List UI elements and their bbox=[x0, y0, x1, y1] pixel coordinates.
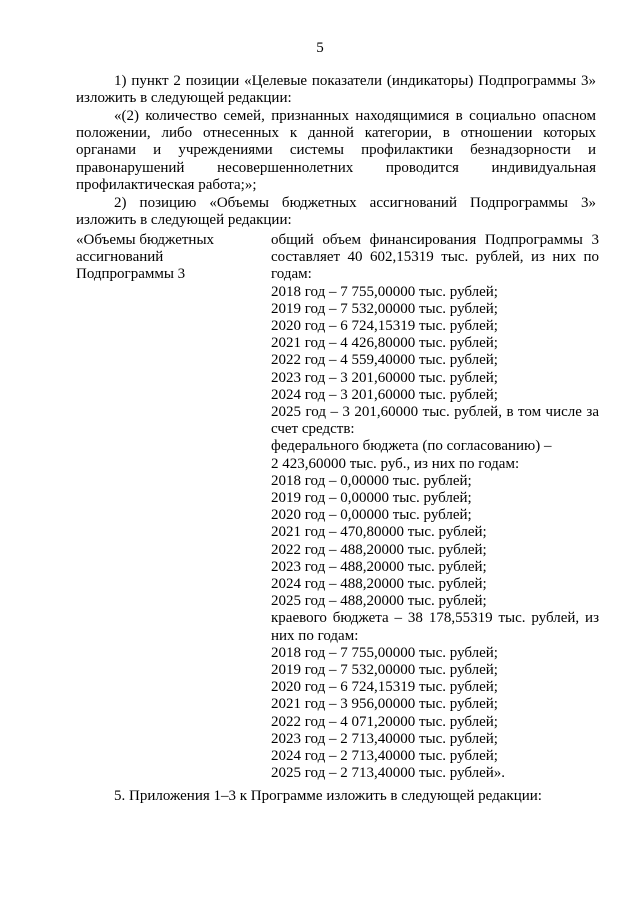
budget-line: общий объем финансирования Подпрограммы 3 bbox=[271, 232, 599, 248]
paragraph-2 bbox=[76, 108, 596, 194]
budget-line: федерального бюджета (по согласованию) – bbox=[271, 438, 552, 455]
budget-line: 2024 год – 488,20000 тыс. рублей; bbox=[271, 576, 487, 593]
text-line: изложить в следующей редакции: bbox=[76, 90, 292, 107]
budget-line: 2023 год – 488,20000 тыс. рублей; bbox=[271, 558, 487, 575]
budget-line: 2022 год – 4 559,40000 тыс. рублей; bbox=[271, 352, 498, 369]
budget-line: 2021 год – 470,80000 тыс. рублей; bbox=[271, 524, 487, 541]
budget-line: 2025 год – 488,20000 тыс. рублей; bbox=[271, 593, 487, 610]
budget-line: 2024 год – 2 713,40000 тыс. рублей; bbox=[271, 748, 498, 765]
page-number: 5 bbox=[316, 40, 324, 56]
budget-line: 2020 год – 6 724,15319 тыс. рублей; bbox=[271, 679, 498, 696]
budget-line: 2024 год – 3 201,60000 тыс. рублей; bbox=[271, 386, 498, 403]
budget-line: 2025 год – 2 713,40000 тыс. рублей». bbox=[271, 765, 506, 782]
budget-line: краевого бюджета – 38 178,55319 тыс. рублей, из bbox=[271, 610, 599, 627]
budget-line: 2 423,60000 тыс. руб., из них по годам: bbox=[271, 455, 520, 472]
budget-line: 2018 год – 7 755,00000 тыс. рублей; bbox=[271, 283, 498, 300]
closing-paragraph: 5. Приложения 1–3 к Программе изложить в следующей редакции: bbox=[114, 788, 542, 804]
text-line: правонарушений несовершеннолетних проводится индивидуальная bbox=[76, 159, 596, 176]
budget-line: 2018 год – 0,00000 тыс. рублей; bbox=[271, 472, 472, 489]
budget-line: 2018 год – 7 755,00000 тыс. рублей; bbox=[271, 644, 498, 661]
text-line: положении, либо отнесенных к данной категории, в отношении которых bbox=[76, 125, 596, 142]
label-line: Подпрограммы 3 bbox=[76, 266, 186, 283]
budget-line: 2021 год – 4 426,80000 тыс. рублей; bbox=[271, 335, 498, 352]
text-line: 1) пункт 2 позиции «Целевые показатели (индикаторы) Подпрограммы 3» bbox=[114, 73, 596, 89]
budget-values-column bbox=[271, 232, 599, 783]
budget-line: 2021 год – 3 956,00000 тыс. рублей; bbox=[271, 696, 498, 713]
label-line: ассигнований bbox=[76, 249, 164, 266]
text-line: изложить в следующей редакции: bbox=[76, 212, 292, 229]
budget-line: 2023 год – 3 201,60000 тыс. рублей; bbox=[271, 369, 498, 386]
budget-line: них по годам: bbox=[271, 627, 359, 644]
budget-line: 2019 год – 7 532,00000 тыс. рублей; bbox=[271, 300, 498, 317]
paragraph-3 bbox=[76, 195, 596, 229]
text-line: органами и учреждениями системы профилактики безнадзорности и bbox=[76, 142, 596, 159]
budget-line: 2019 год – 7 532,00000 тыс. рублей; bbox=[271, 662, 498, 679]
budget-line: 2020 год – 0,00000 тыс. рублей; bbox=[271, 507, 472, 524]
paragraph-1 bbox=[76, 73, 596, 107]
text-line: «(2) количество семей, признанных находящимися в социально опасном bbox=[114, 108, 596, 124]
budget-line: составляет 40 602,15319 тыс. рублей, из них по bbox=[271, 249, 599, 266]
budget-line: 2023 год – 2 713,40000 тыс. рублей; bbox=[271, 730, 498, 747]
budget-line: 2022 год – 4 071,20000 тыс. рублей; bbox=[271, 713, 498, 730]
budget-line: 2025 год – 3 201,60000 тыс. рублей, в том числе за bbox=[271, 404, 599, 421]
text-line: 2) позицию «Объемы бюджетных ассигнований Подпрограммы 3» bbox=[114, 195, 596, 211]
budget-line: 2019 год – 0,00000 тыс. рублей; bbox=[271, 490, 472, 507]
budget-line: годам: bbox=[271, 266, 312, 283]
budget-line: счет средств: bbox=[271, 421, 355, 438]
label-line: «Объемы бюджетных bbox=[76, 232, 215, 248]
budget-label-column bbox=[76, 232, 256, 284]
budget-line: 2022 год – 488,20000 тыс. рублей; bbox=[271, 541, 487, 558]
budget-line: 2020 год – 6 724,15319 тыс. рублей; bbox=[271, 318, 498, 335]
text-line: профилактическая работа;»; bbox=[76, 176, 257, 193]
